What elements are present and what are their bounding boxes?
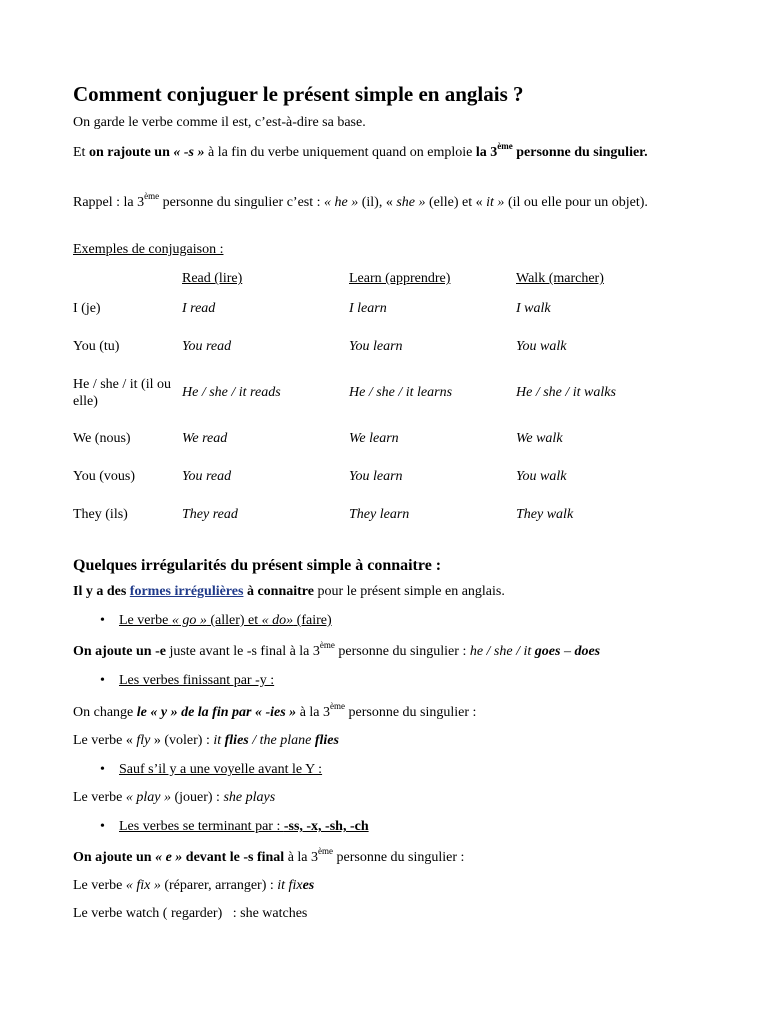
pronoun-cell: We (nous)	[73, 431, 131, 447]
bullet-glyph: •	[100, 673, 105, 688]
text-run: la 3	[475, 145, 498, 160]
text-run: Et	[73, 145, 89, 160]
section-title: Quelques irrégularités du présent simple à connaitre :	[73, 557, 442, 574]
text-run: Le verbe	[73, 878, 126, 893]
text-run: Le verbe	[73, 790, 126, 805]
examples-heading: Exemples de conjugaison :	[73, 242, 224, 257]
conjugation-cell: I walk	[516, 301, 551, 317]
conjugation-cell: We walk	[516, 431, 563, 447]
text-run: « do»	[261, 613, 294, 628]
text-run: Le verbe	[119, 613, 172, 628]
play-example	[73, 789, 688, 807]
text-run: personne du singulier.	[512, 145, 648, 160]
text-run: On change	[73, 705, 137, 720]
pronoun-cell: You (vous)	[73, 469, 135, 485]
text-run: « fix »	[125, 878, 161, 893]
text-run: on rajoute un	[88, 145, 174, 160]
conjugation-cell: They learn	[349, 507, 410, 523]
reminder-paragraph	[73, 191, 688, 212]
text-run: (réparer, arranger) :	[160, 878, 278, 893]
bullet-item-y-verbs: Les verbes finissant par -y :	[119, 673, 275, 688]
text-run: flies	[314, 733, 339, 748]
text-run: it	[213, 733, 225, 748]
text-run: pour le présent simple en anglais.	[313, 584, 505, 599]
text-run: / the plane	[248, 733, 315, 748]
text-run: (aller) et	[206, 613, 262, 628]
conjugation-cell: You walk	[516, 339, 567, 355]
text-run: goes	[534, 644, 561, 659]
text-run: à la 3	[284, 850, 319, 865]
text-run: « play »	[125, 790, 171, 805]
text-run: she plays	[223, 790, 276, 805]
table-row	[73, 458, 676, 496]
superscript: ème	[330, 701, 346, 712]
pronoun-cell: He / she / it (il ou elle)	[73, 376, 171, 409]
fly-example	[73, 732, 688, 750]
intro-paragraph: On garde le verbe comme il est, c’est-à-dire sa base.	[73, 115, 366, 130]
table-row	[73, 328, 676, 366]
text-run: it fix	[277, 878, 303, 893]
bullet-item-ss-x-sh-ch	[119, 818, 369, 836]
table-header-cell: Walk (marcher)	[516, 271, 604, 287]
conjugation-cell: You learn	[349, 339, 403, 355]
es-rule-paragraph	[73, 846, 688, 867]
text-run: flies	[224, 733, 249, 748]
conjugation-cell: You walk	[516, 469, 567, 485]
goes-does-paragraph	[73, 640, 688, 661]
conjugation-cell: We read	[182, 431, 228, 447]
conjugation-cell: You read	[182, 339, 232, 355]
text-run: à connaitre	[243, 584, 314, 599]
bullet-item-go-do	[119, 612, 332, 630]
conjugation-table	[73, 268, 676, 534]
superscript: ème	[318, 846, 334, 857]
text-run: (il ou elle pour un objet).	[504, 195, 648, 210]
table-header-cell: Read (lire)	[182, 271, 243, 287]
text-run: On ajoute un	[73, 850, 156, 865]
text-run: personne du singulier :	[345, 705, 477, 720]
bullet-glyph: •	[100, 762, 105, 777]
bullet-item-vowel-exception: Sauf s’il y a une voyelle avant le Y :	[119, 762, 323, 777]
pronoun-cell: I (je)	[73, 301, 101, 317]
text-run: she »	[396, 195, 426, 210]
conjugation-cell: You learn	[349, 469, 403, 485]
watch-example: Le verbe watch ( regarder) : she watches	[73, 906, 308, 921]
table-row	[73, 496, 676, 534]
text-run: personne du singulier :	[334, 644, 470, 659]
conjugation-cell: He / she / it walks	[516, 385, 616, 401]
superscript: ème	[497, 141, 513, 152]
fix-example	[73, 877, 688, 895]
text-run: (jouer) :	[170, 790, 224, 805]
text-run: Les verbes se terminant par :	[119, 819, 284, 834]
table-row	[73, 290, 676, 328]
table-header-cell	[73, 268, 182, 290]
table-row	[73, 366, 676, 420]
text-run: personne du singulier :	[333, 850, 465, 865]
text-run: (faire)	[293, 613, 332, 628]
text-run: fly	[136, 733, 151, 748]
text-run: « go »	[171, 613, 207, 628]
irregular-intro	[73, 583, 688, 601]
superscript: ème	[144, 191, 160, 202]
superscript: ème	[319, 640, 335, 651]
text-run: Rappel : la 3	[73, 195, 145, 210]
text-run: (il), «	[358, 195, 397, 210]
text-run: juste avant le -s final à la 3	[165, 644, 320, 659]
text-run: « -s »	[173, 145, 205, 160]
conjugation-cell: You read	[182, 469, 232, 485]
text-run: (elle) et «	[425, 195, 487, 210]
ies-rule-paragraph	[73, 701, 688, 722]
text-run: à la 3	[296, 705, 331, 720]
text-run: does	[574, 644, 601, 659]
text-run: « he »	[324, 195, 359, 210]
table-header-row	[73, 268, 676, 290]
text-run: devant le -s final	[182, 850, 285, 865]
text-run: On ajoute un -e	[73, 644, 166, 659]
bullet-glyph: •	[100, 819, 105, 834]
conjugation-cell: They walk	[516, 507, 574, 523]
rule-paragraph	[73, 141, 688, 162]
pronoun-cell: They (ils)	[73, 507, 128, 523]
text-run: Il y a des	[73, 584, 130, 599]
text-run: « e »	[155, 850, 183, 865]
text-run: he / she / it	[469, 644, 535, 659]
table-row	[73, 420, 676, 458]
text-run: -ss, -x, -sh, -ch	[283, 819, 369, 834]
conjugation-cell: He / she / it reads	[182, 385, 281, 401]
text-run: personne du singulier c’est :	[159, 195, 325, 210]
text-run: » (voler) :	[150, 733, 214, 748]
conjugation-cell: I learn	[349, 301, 387, 317]
text-run: le « y » de la fin par « -ies »	[136, 705, 297, 720]
page-title: Comment conjuguer le présent simple en anglais ?	[73, 82, 524, 106]
text-run: it »	[486, 195, 505, 210]
bullet-glyph: •	[100, 613, 105, 628]
irregular-forms-link[interactable]: formes irrégulières	[129, 584, 244, 599]
text-run: Le verbe «	[73, 733, 137, 748]
conjugation-cell: They read	[182, 507, 238, 523]
conjugation-cell: He / she / it learns	[349, 385, 453, 401]
table-header-cell: Learn (apprendre)	[349, 271, 451, 287]
text-run: es	[302, 878, 315, 893]
pronoun-cell: You (tu)	[73, 339, 120, 355]
text-run: –	[560, 644, 575, 659]
conjugation-cell: We learn	[349, 431, 399, 447]
text-run: à la fin du verbe uniquement quand on emploie	[204, 145, 476, 160]
conjugation-cell: I read	[182, 301, 216, 317]
